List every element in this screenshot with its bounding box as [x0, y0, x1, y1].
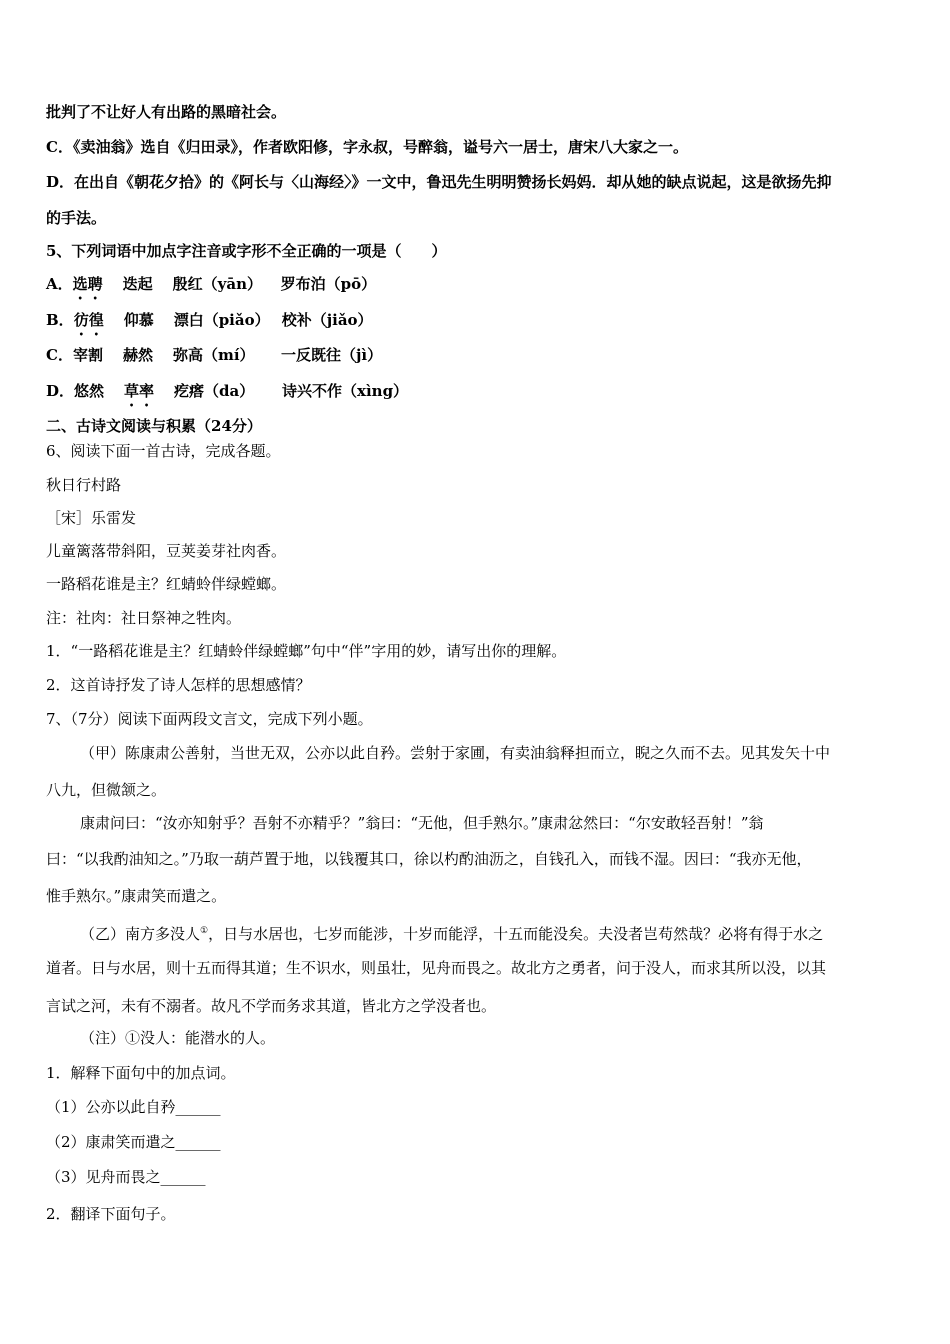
question-7-stem: 7、（7分）阅读下面两段文言文，完成下列小题。: [46, 710, 373, 728]
q5-option-d: [46, 381, 408, 410]
word-b: 草率: [124, 382, 155, 400]
section-heading: 二、古诗文阅读与积累（24分）: [46, 417, 262, 435]
word-d: 罗布泊（pō）: [280, 275, 377, 293]
option-label: A．: [46, 275, 73, 293]
option-label: C．: [46, 346, 73, 364]
passage-yi-cont: 言试之河，未有不溺者。故凡不学而务求其道，皆北方之学没者也。: [46, 997, 497, 1015]
word-a: 宰割: [72, 346, 103, 364]
text: （乙）南方多没人: [80, 925, 201, 943]
word-a: 彷徨: [73, 311, 104, 329]
passage-kang-cont: 惟手熟尔。”康肃笑而遣之。: [46, 887, 227, 905]
poem-note: 注：社肉：社日祭神之牲肉。: [46, 609, 242, 627]
poem-author: ［宋］乐雷发: [46, 509, 137, 527]
option-d-cont: 的手法。: [46, 209, 107, 227]
option-label: D．: [46, 382, 75, 400]
word-c: 弥高（mí）: [172, 346, 255, 364]
question-7-1-a: （1）公亦以此自矜______: [46, 1098, 221, 1116]
question-7-2: 2．翻译下面句子。: [46, 1205, 176, 1223]
question-7-1: 1．解释下面句中的加点词。: [46, 1064, 236, 1082]
word-b: 仰慕: [123, 311, 154, 329]
question-5-stem: 5、下列词语中加点字注音或字形不全正确的一项是（ ）: [46, 242, 447, 260]
option-label: B．: [46, 311, 74, 329]
word-b: 迭起: [122, 275, 153, 293]
footnote: （注）①没人：能潜水的人。: [80, 1029, 276, 1047]
q5-option-b: [46, 310, 373, 339]
option-d: D．在出自《朝花夕拾》的《阿长与〈山海经〉》一文中，鲁迅先生明明赞扬长妈妈．却从她的缺点说起，这是欲扬先抑: [46, 173, 832, 191]
passage-yi-cont: 道者。日与水居，则十五而得其道；生不识水，则虽壮，见舟而畏之。故北方之勇者，问于没人，而求其所以没，以其: [46, 959, 827, 977]
word-a: 悠然: [74, 382, 105, 400]
passage-kang-cont: 曰：“以我酌油知之。”乃取一葫芦置于地，以钱覆其口，徐以杓酌油沥之，自钱孔入，而钱不湿。因曰：“我亦无他，: [46, 850, 812, 868]
word-d: 诗兴不作（xìng）: [282, 382, 409, 400]
poem-line: 一路稻花谁是主？红蜻蛉伴绿螳螂。: [46, 575, 287, 593]
passage-jia: （甲）陈康肃公善射，当世无双，公亦以此自矜。尝射于家圃，有卖油翁释担而立，睨之久而不去。见其发矢十中: [80, 744, 831, 762]
footnote-marker: ①: [200, 926, 209, 936]
passage-yi: [80, 921, 823, 944]
q5-option-c: [46, 345, 382, 365]
question-7-1-c: （3）见舟而畏之______: [46, 1168, 206, 1186]
q5-option-a: [46, 274, 376, 303]
poem-line: 儿童篱落带斜阳，豆荚姜芽社肉香。: [46, 542, 287, 560]
passage-jia-cont: 八九，但微颔之。: [46, 781, 167, 799]
option-c: C．《卖油翁》选自《归田录》，作者欧阳修，字永叔，号醉翁，谥号六一居士，唐宋八大家之一。: [46, 138, 688, 156]
text-line: 批判了不让好人有出路的黑暗社会。: [46, 103, 287, 121]
passage-kang: 康肃问曰：“汝亦知射乎？吾射不亦精乎？”翁曰：“无他，但手熟尔。”康肃忿然曰：“尔安敢轻吾射！”翁: [80, 814, 764, 832]
word-c: 疙瘩（da）: [174, 382, 255, 400]
word-d: 校补（jiǎo）: [281, 311, 373, 329]
word-c: 漂白（piǎo）: [173, 311, 270, 329]
question-6-1: 1．“一路稻花谁是主？红蜻蛉伴绿螳螂”句中“伴”字用的妙，请写出你的理解。: [46, 642, 567, 660]
text: ，日与水居也，七岁而能涉，十岁而能浮，十五而能没矣。夫没者岂苟然哉？必将有得于水之: [208, 925, 824, 943]
question-6-2: 2．这首诗抒发了诗人怎样的思想感情？: [46, 676, 311, 694]
question-7-1-b: （2）康肃笑而遣之______: [46, 1133, 221, 1151]
word-d: 一反既往（jì）: [280, 346, 383, 364]
word-a: 选聘: [72, 275, 103, 293]
word-b: 赫然: [122, 346, 153, 364]
question-6-stem: 6、阅读下面一首古诗，完成各题。: [46, 442, 281, 460]
poem-title: 秋日行村路: [46, 476, 122, 494]
word-c: 殷红（yān）: [172, 275, 262, 293]
